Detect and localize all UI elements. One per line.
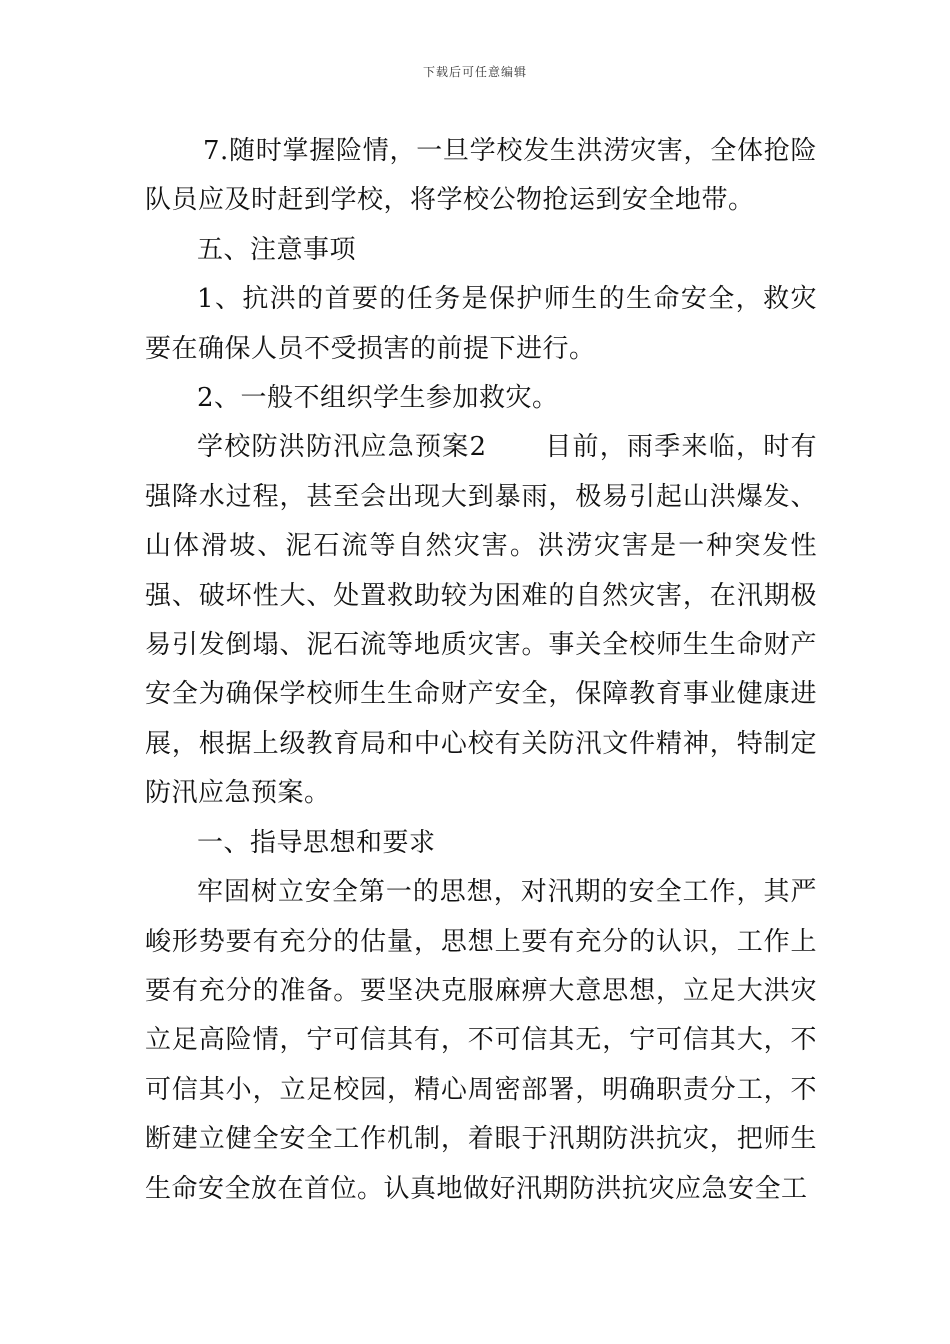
document-body [145,127,817,1214]
section-heading-notes: 五、注意事项 [197,234,357,265]
paragraph-guidance-body: 牢固树立安全第一的思想，对汛期的安全工作，其严峻形势要有充分的估量，思想上要有充分的认识，工作上要有充分的准备。要坚决克服麻痹大意思想，立足大洪灾立足高险情，宁可信其有，不可信其无，宁可信其大，不可信其小，立足校园，精心周密部署，明确职责分工，不断建立健全安全工作机制，着眼于汛期防洪抗灾，把师生生命安全放在首位。认真地做好汛期防洪抗灾应急安全工 [145,877,817,1204]
paragraph-note-2: 2、一般不组织学生参加救灾。 [197,383,559,414]
plan-intro: 目前，雨季来临，时有强降水过程，甚至会出现大到暴雨，极易引起山洪爆发、山体滑坡、泥石流等自然灾害。洪涝灾害是一种突发性强、破坏性大、处置救助较为困难的自然灾害，在汛期极易引发倒塌、泥石流等地质灾害。事关全校师生生命财产安全为确保学校师生生命财产安全，保障教育事业健康进展，根据上级教育局和中心校有关防汛文件精神，特制定防汛应急预案。 [145,432,817,809]
paragraph-note-1: 1、抗洪的首要的任务是保护师生的生命安全，救灾要在确保人员不受损害的前提下进行。 [145,284,817,364]
section-heading-guidance: 一、指导思想和要求 [197,827,436,858]
plan-title: 学校防洪防汛应急预案2 [197,432,487,463]
paragraph-plan-2 [145,423,817,818]
page-header: 下载后可任意编辑 [422,65,527,79]
paragraph-item-7: 7.随时掌握险情，一旦学校发生洪涝灾害，全体抢险队员应及时赶到学校，将学校公物抢运到安全地带。 [145,136,817,216]
